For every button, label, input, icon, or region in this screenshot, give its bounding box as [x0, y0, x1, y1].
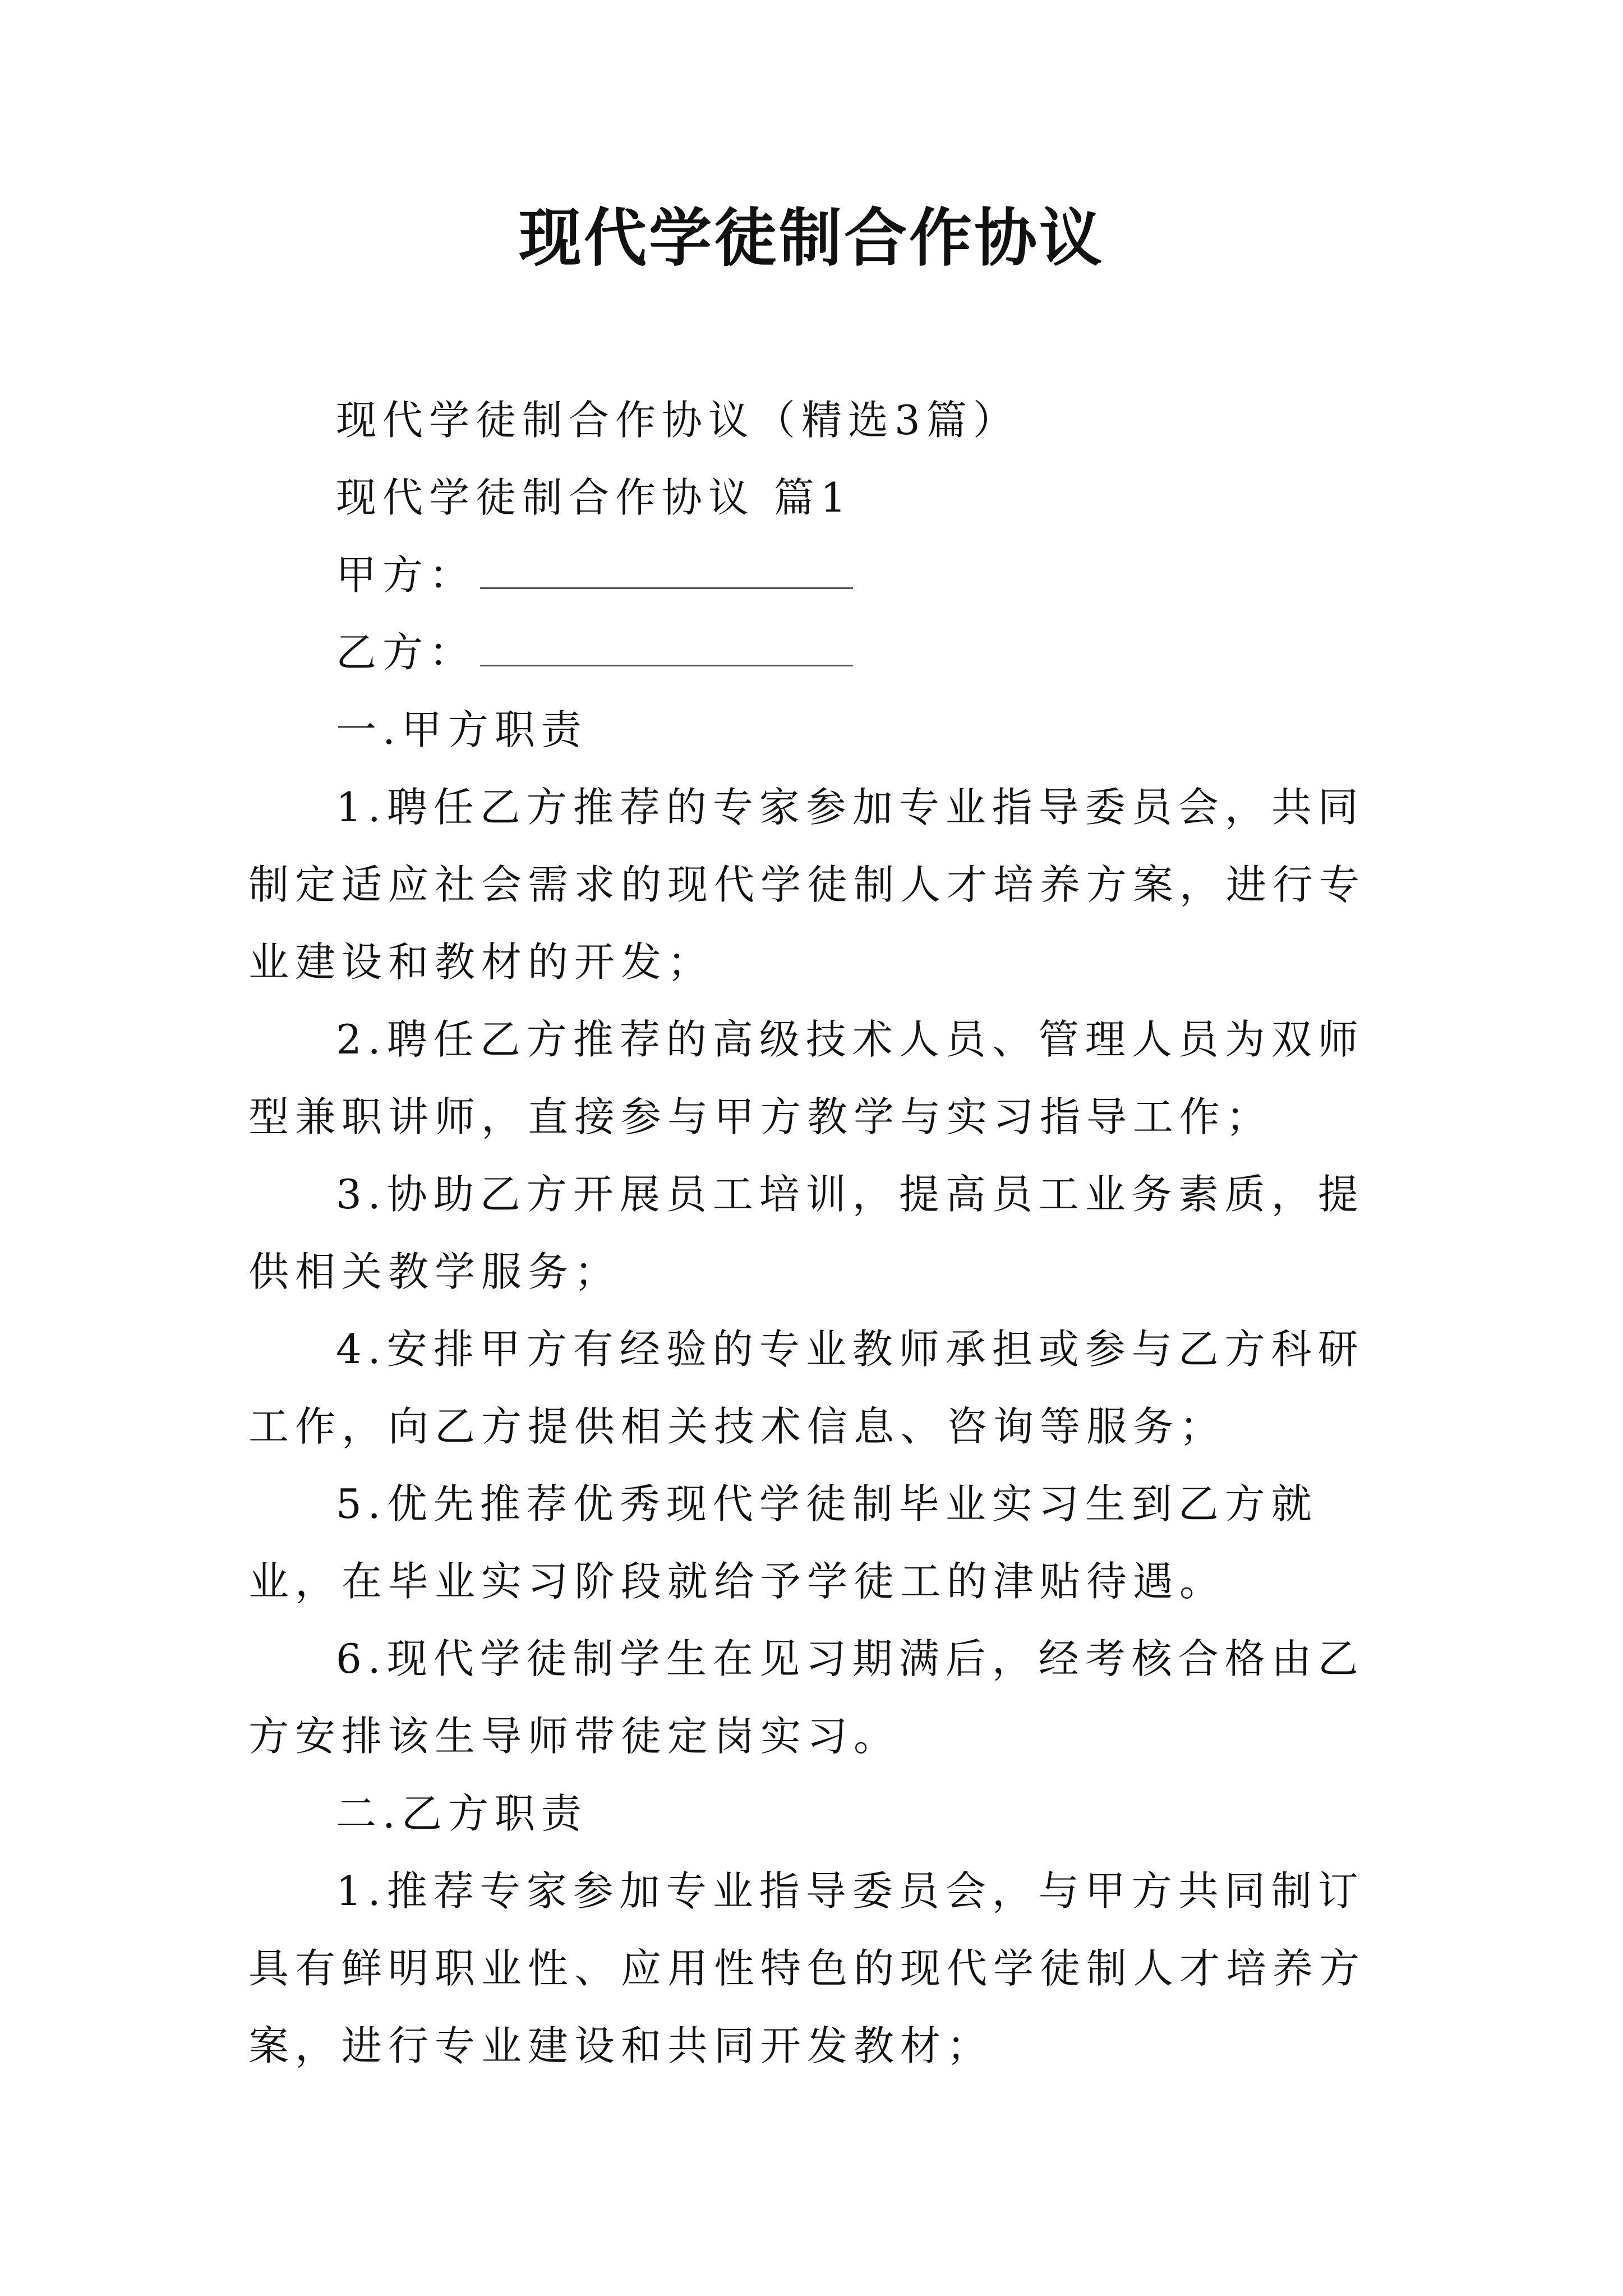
- party-a-row: [248, 536, 1384, 614]
- party-b-label: 乙方：: [336, 629, 476, 676]
- document-title: 现代学徒制合作协议: [519, 201, 1104, 275]
- part-one-item-1: 1.聘任乙方推荐的专家参加专业指导委员会，共同制定适应社会需求的现代学徒制人才培养方案，进行专业建设和教材的开发；: [248, 784, 1366, 986]
- part-one-item-5: 5.优先推荐优秀现代学徒制毕业实习生到乙方就业，在毕业实习阶段就给予学徒工的津贴待遇。: [248, 1480, 1318, 1605]
- part-one-item-3: 3.协助乙方开展员工培训，提高员工业务素质，提供相关教学服务；: [248, 1171, 1364, 1295]
- party-a-label: 甲方：: [336, 551, 476, 599]
- document-body: [248, 381, 1384, 2085]
- document-subtitle: 现代学徒制合作协议（精选3篇）: [336, 397, 1020, 444]
- party-b-blank-line: [480, 624, 853, 666]
- part-one-item-4: 4.安排甲方有经验的专业教师承担或参与乙方科研工作，向乙方提供相关技术信息、咨询等服务；: [248, 1326, 1364, 1450]
- part-two-item-1: 1.推荐专家参加专业指导委员会，与甲方共同制订具有鲜明职业性、应用性特色的现代学徒制人才培养方案，进行专业建设和共同开发教材；: [248, 1867, 1366, 2069]
- part-one-heading: 一.甲方职责: [336, 706, 588, 753]
- part-one-item-6: 6.现代学徒制学生在见习期满后，经考核合格由乙方安排该生导师带徒定岗实习。: [248, 1635, 1364, 1760]
- party-a-blank-line: [480, 547, 853, 589]
- section-heading: 现代学徒制合作协议 篇1: [336, 474, 852, 521]
- part-one-item-2: 2.聘任乙方推荐的高级技术人员、管理人员为双师型兼职讲师，直接参与甲方教学与实习指导工作；: [248, 1016, 1364, 1140]
- party-b-row: [248, 614, 1384, 691]
- part-two-heading: 二.乙方职责: [336, 1790, 588, 1837]
